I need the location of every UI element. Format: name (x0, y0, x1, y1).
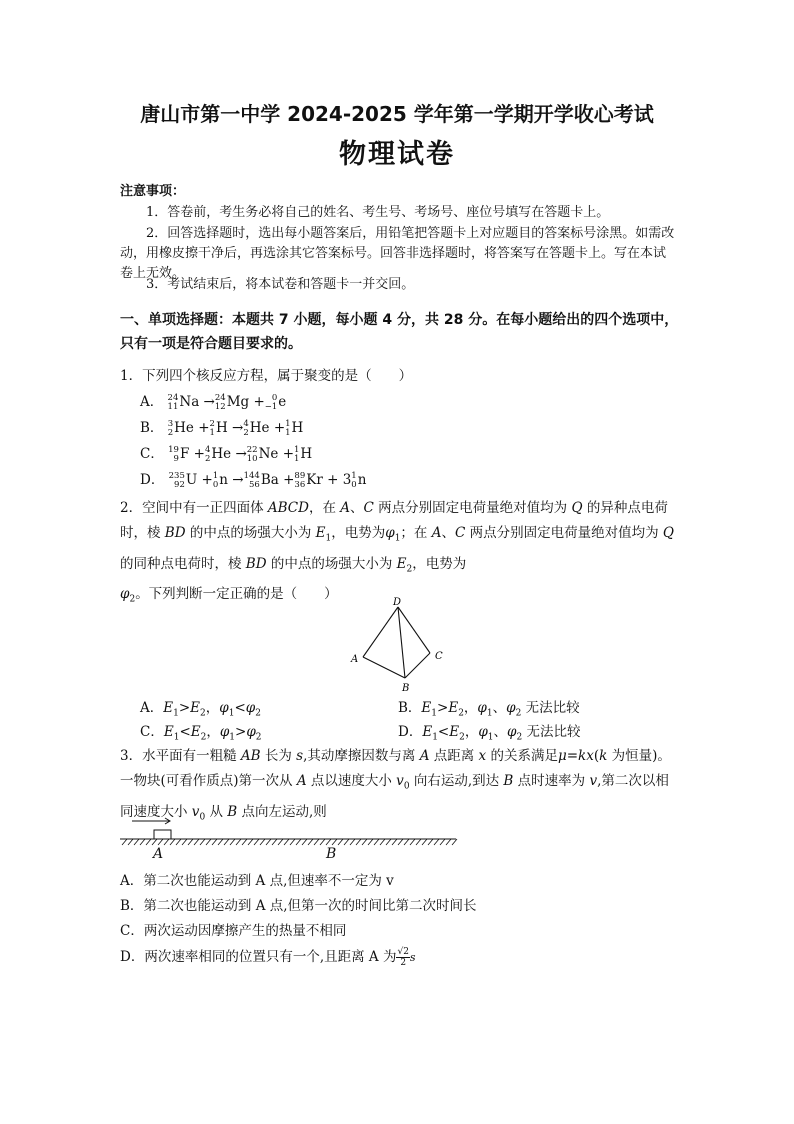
point-b-label: B (326, 846, 337, 862)
notice-item-3: 3．考试结束后，将本试卷和答题卡一并交回。 (146, 277, 415, 292)
hatch-line (350, 839, 355, 845)
notice-heading: 注意事项： (120, 184, 186, 199)
point-a-label: A (153, 846, 164, 862)
hatch-line (314, 839, 319, 845)
hatch-line (452, 839, 457, 845)
hatch-line (374, 839, 379, 845)
hatch-line (236, 839, 241, 845)
hatch-line (164, 839, 169, 845)
hatch-line (290, 839, 295, 845)
exam-subtitle: 物理试卷 (339, 139, 455, 170)
hatch-line (422, 839, 427, 845)
question-1-option-d: D． 235 92 U + 1 0 n → 144 56 Ba + 89 36 Kr + 3 1 0 n (140, 470, 367, 490)
question-2-option-b: B．$E_1>E_2$，$\varphi_1$、$\varphi_2$ 无法比较 (398, 700, 580, 719)
hatch-line (392, 839, 397, 845)
notice-item-2: 2．回答选择题时，选出每小题答案后，用铅笔把答题卡上对应题目的答案标号涂黑。如需改动，用橡皮擦干净后，再选涂其它答案标号。回答非选择题时，将答案写在答题卡上。写在本试卷上无效。 (120, 226, 675, 281)
hatch-line (128, 839, 133, 845)
hatch-line (320, 839, 325, 845)
hatch-line (188, 839, 193, 845)
notice-item-1: 1．答卷前，考生务必将自己的姓名、考生号、考场号、座位号填写在答题卡上。 (146, 205, 610, 220)
hatch-line (440, 839, 445, 845)
hatch-line (416, 839, 421, 845)
hatch-line (410, 839, 415, 845)
hatch-line (398, 839, 403, 845)
hatch-line (380, 839, 385, 845)
question-2-stem: 2．空间中有一正四面体 ABCD，在 A、C 两点分别固定电荷量绝对值均为 Q 的异种点电荷时，棱 BD 的中点的场强大小为 $E_1$，电势为$\varphi_1$；在 A、C 两点分别固定电荷量绝对值均为 Q 的同种点电荷时，棱 BD 的中点的场强大小为 $E_2$，电势为$\varphi_2$。下列判断一定正确的是（ ） (120, 500, 674, 606)
hatch-line (428, 839, 433, 845)
hatch-line (194, 839, 199, 845)
hatch-line (170, 839, 175, 845)
question-2-option-c: C．$E_1<E_2$，$\varphi_1>\varphi_2$ (140, 724, 262, 743)
question-2-option-d: D．$E_1<E_2$，$\varphi_1$、$\varphi_2$ 无法比较 (398, 724, 581, 743)
hatch-line (296, 839, 301, 845)
vertex-a-label: A (351, 654, 359, 665)
hatch-line (326, 839, 331, 845)
hatch-line (434, 839, 439, 845)
question-3-stem: 3．水平面有一粗糙 AB 长为 s,其动摩擦因数与离 A 点距离 x 的关系满足μ=kx(k 为恒量)。一物块(可看作质点)第一次从 A 点以速度大小 $v_0$ 向右运动,到达 B 点时速率为 v,第二次以相同速度大小 $v_0$ 从 B 点向左运动,则 (120, 748, 671, 823)
hatch-line (332, 839, 337, 845)
hatch-line (218, 839, 223, 845)
hatch-line (212, 839, 217, 845)
vertex-c-label: C (435, 651, 443, 662)
question-1-option-b: B． 3 2 He + 2 1 H → 4 2 He + 1 1 H (140, 418, 304, 438)
question-3-option-a: A．第二次也能运动到 A 点,但速率不一定为 v (120, 873, 394, 889)
hatch-line (278, 839, 283, 845)
hatch-line (260, 839, 265, 845)
hatch-line (146, 839, 151, 845)
friction-surface-diagram (118, 815, 458, 847)
hatch-line (248, 839, 253, 845)
exam-title: 唐山市第一中学 2024-2025 学年第一学期开学收心考试 (140, 102, 654, 126)
hatch-line (308, 839, 313, 845)
hatch-line (404, 839, 409, 845)
hatch-line (152, 839, 157, 845)
hatch-line (206, 839, 211, 845)
vertex-b-label: B (402, 683, 410, 694)
question-3-option-c: C．两次运动因摩擦产生的热量不相同 (120, 923, 347, 939)
hatch-line (176, 839, 181, 845)
hatch-line (134, 839, 139, 845)
ground-hatching (122, 839, 457, 845)
question-1-option-c: C． 19 9 F + 4 2 He → 22 10 Ne + 1 1 H (140, 444, 313, 464)
question-3-option-b: B．第二次也能运动到 A 点,但第一次的时间比第二次时间长 (120, 898, 477, 914)
hatch-line (272, 839, 277, 845)
hatch-line (140, 839, 145, 845)
hatch-line (122, 839, 127, 845)
hatch-line (242, 839, 247, 845)
hatch-line (446, 839, 451, 845)
hatch-line (362, 839, 367, 845)
hatch-line (284, 839, 289, 845)
section-heading: 一、单项选择题：本题共 7 小题，每小题 4 分，共 28 分。在每小题给出的四个选项中，只有一项是符合题目要求的。 (120, 312, 679, 352)
hatch-line (344, 839, 349, 845)
hatch-line (182, 839, 187, 845)
question-2-option-a: A．$E_1>E_2$，$\varphi_1<\varphi_2$ (140, 700, 261, 719)
hatch-line (224, 839, 229, 845)
hatch-line (230, 839, 235, 845)
question-1-option-a: A． 24 11 Na → 24 12 Mg + 0 −1 e (140, 392, 287, 412)
hatch-line (368, 839, 373, 845)
hatch-line (200, 839, 205, 845)
hatch-line (302, 839, 307, 845)
hatch-line (386, 839, 391, 845)
hatch-line (338, 839, 343, 845)
question-3-option-d: D．两次速率相同的位置只有一个,且距离 A 为 $\frac{√2}{2}$ s (120, 947, 416, 968)
hatch-line (266, 839, 271, 845)
tetrahedron-diagram (345, 595, 455, 695)
hatch-line (356, 839, 361, 845)
hatch-line (158, 839, 163, 845)
hatch-line (254, 839, 259, 845)
vertex-d-label: D (393, 597, 402, 608)
question-1-stem: 1．下列四个核反应方程，属于聚变的是（ ） (120, 368, 413, 384)
